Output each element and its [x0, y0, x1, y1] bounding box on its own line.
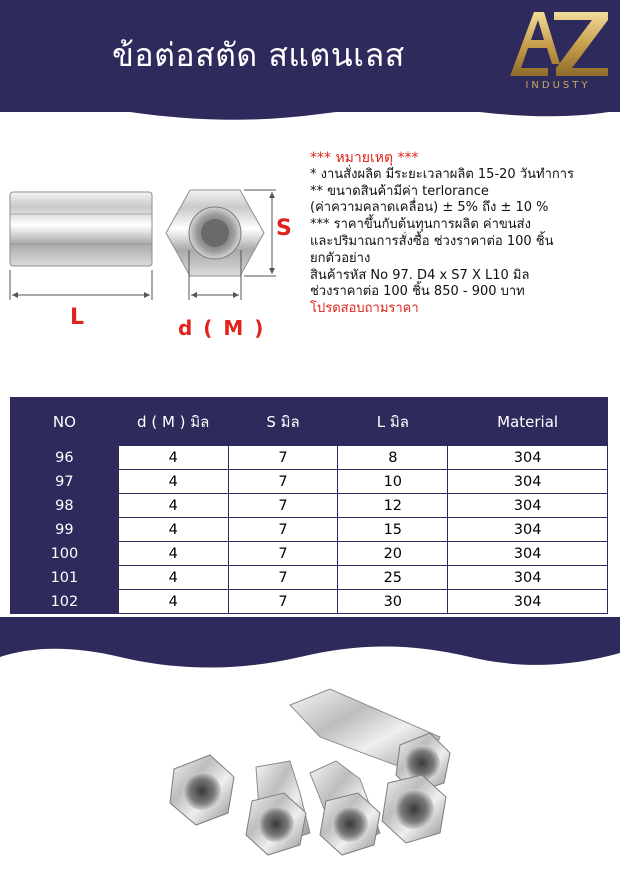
- note-line: ช่วงราคาต่อ 100 ชิ้น 850 - 900 บาท: [310, 284, 525, 300]
- cell-width: 7: [228, 566, 338, 590]
- column-header-length: L มิล: [338, 398, 448, 446]
- cell-length: 20: [338, 542, 448, 566]
- table-row: [11, 494, 608, 518]
- cell-diameter: 4: [118, 542, 228, 566]
- cell-width: 7: [228, 542, 338, 566]
- cell-diameter: 4: [118, 494, 228, 518]
- table-row: [11, 470, 608, 494]
- cell-width: 7: [228, 494, 338, 518]
- cell-length: 8: [338, 446, 448, 470]
- table-row: [11, 590, 608, 614]
- cell-length: 30: [338, 590, 448, 614]
- cell-width: 7: [228, 518, 338, 542]
- cell-length: 25: [338, 566, 448, 590]
- cell-no: 100: [11, 542, 119, 566]
- cell-no: 99: [11, 518, 119, 542]
- note-line: และปริมาณการสั่งซื้อ ช่วงราคาต่อ 100 ชิ้น: [310, 233, 554, 249]
- cell-material: 304: [448, 542, 608, 566]
- note-line: ยกตัวอย่าง: [310, 250, 371, 266]
- cell-width: 7: [228, 446, 338, 470]
- cell-width: 7: [228, 590, 338, 614]
- cell-diameter: 4: [118, 470, 228, 494]
- notes-block: [310, 150, 615, 318]
- note-line: (ค่าความคลาดเคลื่อน) ± 5% ถึง ± 10 %: [310, 200, 549, 216]
- note-line: * งานสั่งผลิต มีระยะเวลาผลิต 15-20 วันทำการ: [310, 166, 575, 182]
- cell-material: 304: [448, 470, 608, 494]
- dimension-label-length: L: [70, 305, 85, 330]
- cell-length: 15: [338, 518, 448, 542]
- spec-table: [10, 397, 608, 614]
- cell-no: 97: [11, 470, 119, 494]
- cell-no: 102: [11, 590, 119, 614]
- cell-length: 10: [338, 470, 448, 494]
- table-row: [11, 518, 608, 542]
- cell-no: 96: [11, 446, 119, 470]
- cell-length: 12: [338, 494, 448, 518]
- dimension-label-diameter: d ( M ): [178, 316, 266, 340]
- table-row: [11, 446, 608, 470]
- table-row: [11, 566, 608, 590]
- cell-material: 304: [448, 494, 608, 518]
- note-line: สินค้ารหัส No 97. D4 x S7 X L10 มิล: [310, 267, 530, 283]
- coupling-nuts-photo-icon: [160, 683, 480, 863]
- notes-heading: *** หมายเหตุ ***: [310, 150, 419, 166]
- cell-material: 304: [448, 566, 608, 590]
- cell-width: 7: [228, 470, 338, 494]
- table-header-row: [11, 398, 608, 446]
- cell-diameter: 4: [118, 446, 228, 470]
- contact-note: โปรดสอบถามราคา: [310, 301, 419, 317]
- cell-material: 304: [448, 446, 608, 470]
- bottom-wave: [0, 617, 620, 687]
- cell-material: 304: [448, 518, 608, 542]
- cell-no: 101: [11, 566, 119, 590]
- cell-diameter: 4: [118, 566, 228, 590]
- note-line: ** ขนาดสินค้ามีค่า terlorance: [310, 183, 489, 199]
- cell-diameter: 4: [118, 518, 228, 542]
- note-line: *** ราคาขึ้นกับต้นทุนการผลิต ค่าขนส่ง: [310, 217, 531, 233]
- cell-no: 98: [11, 494, 119, 518]
- cell-diameter: 4: [118, 590, 228, 614]
- column-header-width: S มิล: [228, 398, 338, 446]
- logo-subtitle: INDUSTY: [525, 80, 591, 91]
- table-row: [11, 542, 608, 566]
- cell-material: 304: [448, 590, 608, 614]
- column-header-material: Material: [448, 398, 608, 446]
- dimension-label-width: S: [276, 216, 292, 241]
- column-header-no: NO: [11, 398, 119, 446]
- page-title: ข้อต่อสตัด สแตนเลส: [112, 36, 405, 74]
- column-header-diameter: d ( M ) มิล: [118, 398, 228, 446]
